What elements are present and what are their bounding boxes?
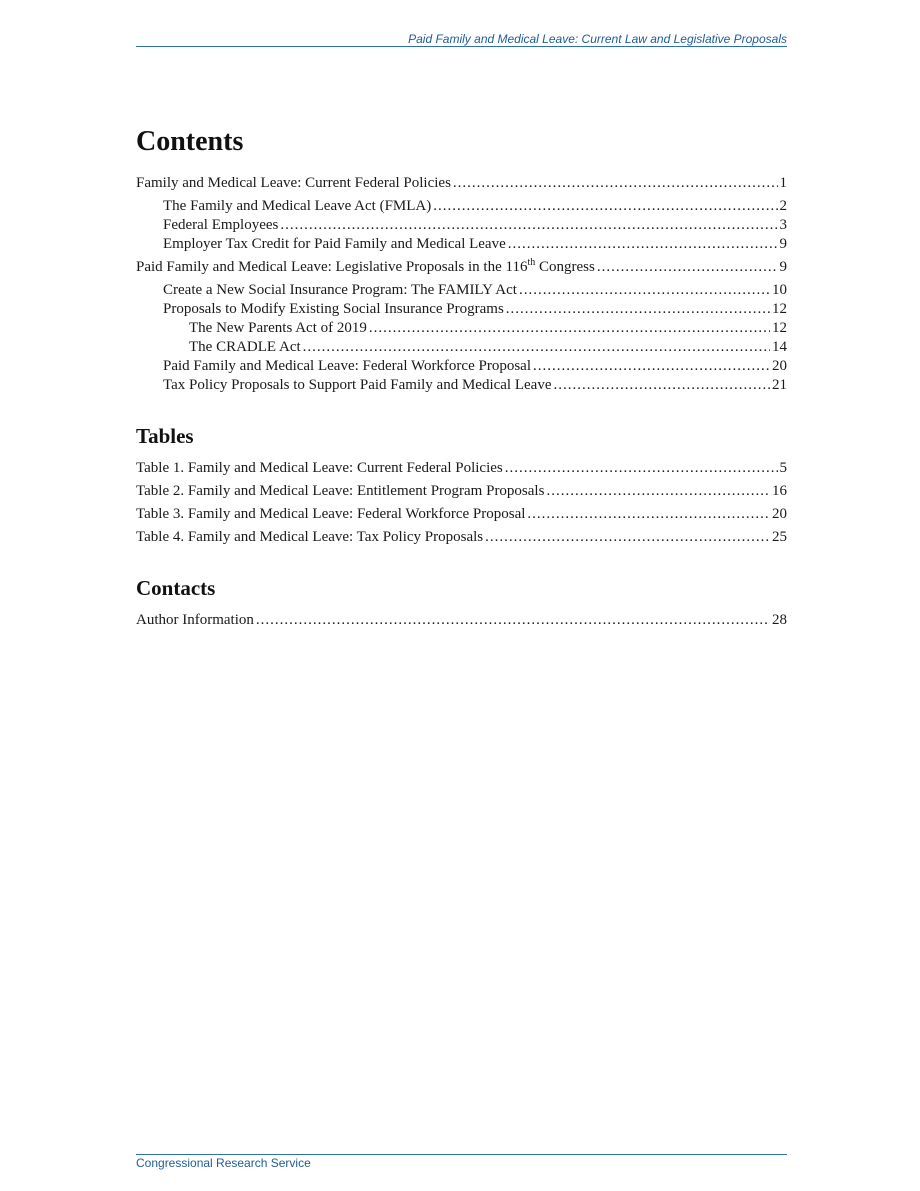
dot-leader (519, 281, 770, 300)
footer-publisher: Congressional Research Service (136, 1156, 311, 1170)
toc-entry-title[interactable]: Proposals to Modify Existing Social Insurance Programs (163, 301, 504, 317)
table-entry[interactable] (136, 528, 787, 547)
toc-page-body (136, 120, 787, 630)
table-entry-title[interactable]: Table 1. Family and Medical Leave: Current Federal Policies (136, 460, 503, 476)
toc-entry-title[interactable]: The Family and Medical Leave Act (FMLA) (163, 198, 432, 214)
contents-list (136, 174, 787, 395)
table-entry[interactable] (136, 482, 787, 501)
table-entry-title[interactable]: Table 3. Family and Medical Leave: Federal Workforce Proposal (136, 506, 526, 522)
toc-entry[interactable] (136, 258, 787, 277)
dot-leader (597, 258, 778, 277)
toc-entry-page[interactable]: 9 (779, 259, 787, 275)
toc-entry-title-main: Paid Family and Medical Leave: Legislative Proposals in the 116 (136, 259, 528, 275)
running-header: Paid Family and Medical Leave: Current Law and Legislative Proposals (408, 32, 787, 46)
toc-entry-title[interactable] (136, 258, 595, 277)
toc-entry-page[interactable]: 3 (779, 217, 787, 233)
toc-entry-title[interactable]: Employer Tax Credit for Paid Family and Medical Leave (163, 236, 506, 252)
table-entry-page[interactable]: 20 (772, 506, 787, 522)
toc-entry-page[interactable]: 1 (779, 175, 787, 191)
table-entry[interactable] (136, 459, 787, 478)
table-entry-title[interactable]: Table 2. Family and Medical Leave: Entitlement Program Proposals (136, 483, 545, 499)
toc-entry[interactable] (136, 174, 787, 193)
table-entry-page[interactable]: 16 (772, 483, 787, 499)
toc-entry-page[interactable]: 12 (772, 320, 787, 336)
toc-entry-title[interactable]: The CRADLE Act (189, 339, 301, 355)
tables-list (136, 459, 787, 547)
toc-entry-page[interactable]: 21 (772, 377, 787, 393)
toc-entry[interactable] (136, 216, 787, 235)
toc-entry-title[interactable]: Federal Employees (163, 217, 279, 233)
header-rule (136, 46, 787, 47)
dot-leader (256, 611, 770, 630)
toc-entry[interactable] (136, 281, 787, 300)
contents-heading: Contents (136, 126, 244, 157)
toc-entry-title[interactable]: Tax Policy Proposals to Support Paid Family and Medical Leave (163, 377, 552, 393)
dot-leader (533, 357, 770, 376)
dot-leader (553, 376, 770, 395)
contents-section (136, 120, 787, 395)
toc-entry-page[interactable]: 10 (772, 282, 787, 298)
table-entry-page[interactable]: 5 (779, 460, 787, 476)
toc-entry[interactable] (136, 235, 787, 254)
contacts-section (136, 573, 787, 630)
dot-leader (433, 197, 777, 216)
ordinal-superscript: th (527, 257, 536, 268)
dot-leader (485, 528, 770, 547)
toc-entry-page[interactable]: 9 (779, 236, 787, 252)
tables-section (136, 421, 787, 547)
toc-entry-title[interactable]: Create a New Social Insurance Program: The FAMILY Act (163, 282, 517, 298)
toc-entry[interactable] (136, 300, 787, 319)
toc-entry[interactable] (136, 357, 787, 376)
dot-leader (546, 482, 770, 501)
toc-entry-page[interactable]: 20 (772, 358, 787, 374)
dot-leader (303, 338, 770, 357)
toc-entry-page[interactable]: 2 (779, 198, 787, 214)
table-entry-page[interactable]: 25 (772, 529, 787, 545)
contacts-heading: Contacts (136, 576, 216, 600)
toc-entry[interactable] (136, 319, 787, 338)
toc-entry[interactable] (136, 376, 787, 395)
dot-leader (369, 319, 770, 338)
contact-entry[interactable] (136, 611, 787, 630)
toc-entry-page[interactable]: 14 (772, 339, 787, 355)
contacts-list (136, 611, 787, 630)
dot-leader (505, 459, 778, 478)
toc-entry[interactable] (136, 338, 787, 357)
toc-entry-title-tail: Congress (535, 259, 595, 275)
toc-entry-title[interactable]: The New Parents Act of 2019 (189, 320, 367, 336)
dot-leader (280, 216, 777, 235)
table-entry[interactable] (136, 505, 787, 524)
table-entry-title[interactable]: Table 4. Family and Medical Leave: Tax Policy Proposals (136, 529, 484, 545)
contact-entry-page[interactable]: 28 (772, 612, 787, 628)
toc-entry[interactable] (136, 197, 787, 216)
toc-entry-title[interactable]: Family and Medical Leave: Current Federal Policies (136, 175, 451, 191)
dot-leader (453, 174, 778, 193)
toc-entry-title[interactable]: Paid Family and Medical Leave: Federal Workforce Proposal (163, 358, 531, 374)
dot-leader (506, 300, 770, 319)
contact-entry-title[interactable]: Author Information (136, 612, 254, 628)
dot-leader (508, 235, 778, 254)
toc-entry-page[interactable]: 12 (772, 301, 787, 317)
dot-leader (527, 505, 770, 524)
tables-heading: Tables (136, 424, 194, 448)
